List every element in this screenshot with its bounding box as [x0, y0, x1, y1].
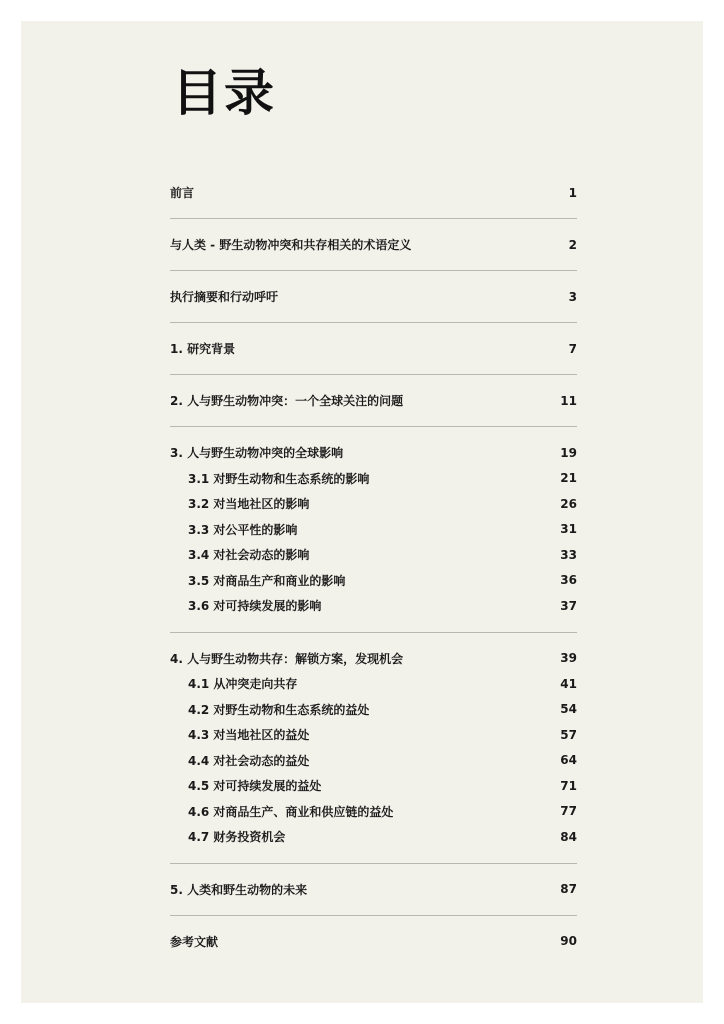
toc-section	[170, 323, 577, 375]
toc-subentry[interactable]	[170, 491, 577, 517]
toc-subentry-label: 3.2 对当地社区的影响	[188, 497, 310, 512]
toc-entry-label: 1. 研究背景	[170, 342, 236, 356]
toc-entry[interactable]	[170, 167, 577, 218]
toc-entry[interactable]	[170, 916, 577, 967]
toc-entry-label: 5. 人类和野生动物的未来	[170, 882, 308, 897]
toc-subentry[interactable]	[170, 671, 577, 697]
toc-subentry-page-number: 37	[560, 598, 577, 613]
toc-subentry-page-number: 57	[560, 727, 577, 742]
toc-entry-label: 前言	[170, 186, 195, 200]
toc-section	[170, 646, 577, 864]
toc-subentry-page-number: 36	[560, 573, 577, 588]
toc-subentry-label: 4.5 对可持续发展的益处	[188, 779, 322, 794]
toc-subentry[interactable]	[170, 466, 577, 492]
toc-entry[interactable]	[170, 375, 577, 426]
document-page	[21, 21, 703, 1003]
toc-subentry[interactable]	[170, 722, 577, 748]
toc-subentry[interactable]	[170, 748, 577, 774]
toc-section	[170, 219, 577, 271]
toc-entry-label: 3. 人与野生动物冲突的全球影响	[170, 446, 344, 461]
toc-entry-page-number: 7	[568, 341, 577, 356]
toc-subentry-page-number: 84	[560, 829, 577, 844]
toc-entry-page-number: 39	[560, 651, 577, 666]
page-title: 目录	[172, 64, 276, 122]
table-of-contents	[170, 167, 577, 967]
toc-entry[interactable]	[170, 323, 577, 374]
toc-entry[interactable]	[170, 271, 577, 322]
toc-subentry-label: 3.5 对商品生产和商业的影响	[188, 573, 346, 588]
toc-subentry[interactable]	[170, 517, 577, 543]
toc-subentry[interactable]	[170, 799, 577, 825]
toc-subentry-label: 4.1 从冲突走向共存	[188, 677, 298, 692]
toc-entry-label: 与人类 - 野生动物冲突和共存相关的术语定义	[170, 238, 412, 252]
toc-subentry-label: 3.6 对可持续发展的影响	[188, 599, 322, 614]
toc-subentry-label: 3.3 对公平性的影响	[188, 522, 298, 537]
toc-entry-page-number: 2	[568, 237, 577, 252]
toc-entry-label: 2. 人与野生动物冲突：一个全球关注的问题	[170, 394, 404, 408]
toc-subentry-label: 4.3 对当地社区的益处	[188, 728, 310, 743]
toc-subentry-label: 4.6 对商品生产、商业和供应链的益处	[188, 804, 394, 819]
toc-subentry-page-number: 26	[560, 496, 577, 511]
toc-subentry[interactable]	[170, 824, 577, 850]
toc-entry[interactable]	[170, 864, 577, 915]
toc-subentry-page-number: 54	[560, 702, 577, 717]
toc-subentry-page-number: 71	[560, 778, 577, 793]
toc-section	[170, 375, 577, 427]
toc-section	[170, 916, 577, 967]
toc-entry-label: 执行摘要和行动呼吁	[170, 290, 279, 304]
toc-entry[interactable]	[170, 219, 577, 270]
toc-subentry-label: 4.4 对社会动态的益处	[188, 753, 310, 768]
toc-subentry-page-number: 64	[560, 753, 577, 768]
toc-entry-page-number: 19	[560, 445, 577, 460]
toc-section	[170, 167, 577, 219]
toc-subentry-label: 3.1 对野生动物和生态系统的影响	[188, 471, 370, 486]
toc-section	[170, 271, 577, 323]
toc-entry-label: 4. 人与野生动物共存：解锁方案，发现机会	[170, 651, 404, 666]
toc-subentry-label: 3.4 对社会动态的影响	[188, 548, 310, 563]
toc-entry-page-number: 3	[568, 289, 577, 304]
toc-entry-page-number: 1	[568, 185, 577, 200]
toc-subentry-page-number: 33	[560, 547, 577, 562]
toc-entry-page-number: 90	[560, 934, 577, 948]
toc-entry-page-number: 87	[560, 882, 577, 896]
toc-entry-page-number: 11	[560, 393, 577, 408]
toc-subentry[interactable]	[170, 697, 577, 723]
toc-section	[170, 864, 577, 916]
toc-entry[interactable]	[170, 646, 577, 672]
toc-subentry-page-number: 31	[560, 522, 577, 537]
toc-subentry[interactable]	[170, 568, 577, 594]
toc-subentry-page-number: 41	[560, 676, 577, 691]
toc-subentry[interactable]	[170, 593, 577, 619]
toc-subentry[interactable]	[170, 773, 577, 799]
toc-subentry[interactable]	[170, 542, 577, 568]
toc-section	[170, 440, 577, 633]
toc-subentry-page-number: 21	[560, 471, 577, 486]
toc-subentry-page-number: 77	[560, 804, 577, 819]
toc-subentry-label: 4.7 财务投资机会	[188, 830, 286, 845]
toc-entry[interactable]	[170, 440, 577, 466]
toc-subentry-label: 4.2 对野生动物和生态系统的益处	[188, 702, 370, 717]
toc-entry-label: 参考文献	[170, 934, 219, 949]
